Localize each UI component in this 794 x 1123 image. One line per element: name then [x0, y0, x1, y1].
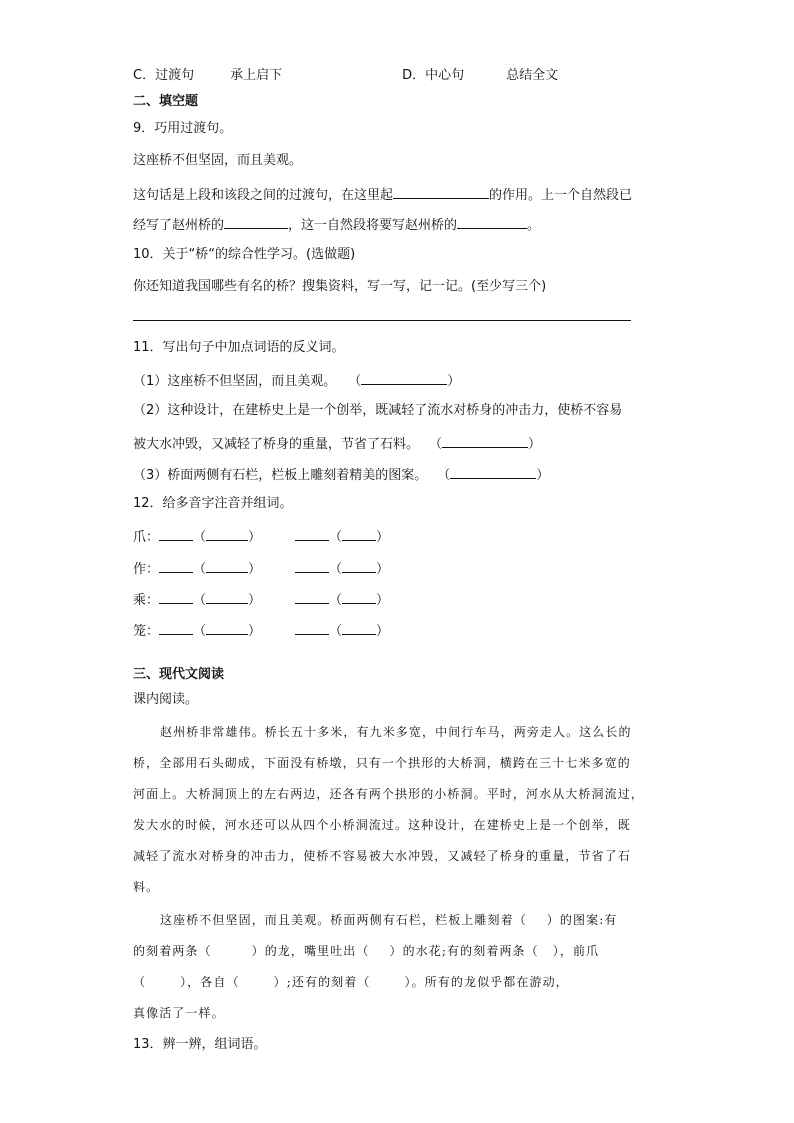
q11-title: 11．写出句子中加点词语的反义词。: [133, 340, 345, 355]
option-d-label: D．中心句: [402, 68, 465, 83]
q11-item-1: （1）这座桥不但坚固，而且美观。 （ ）: [133, 370, 460, 391]
q10-title: 10．关于“桥“的综合性学习。(选做题): [133, 247, 356, 262]
q12-row-zhua-left: 爪： （ ）: [133, 526, 261, 547]
pinyin-blank[interactable]: [295, 589, 329, 604]
passage-p2-line4: 真像活了一样。: [133, 1006, 225, 1020]
passage-p1-line3: 河面上。大桥洞顶上的左右两边，还各有两个拱形的小桥洞。平时，河水从大桥洞流过，: [133, 787, 644, 801]
q11-blank-3[interactable]: [450, 464, 536, 479]
q12-title: 12．给多音字注音并组词。: [133, 496, 293, 511]
option-c-label: C．过渡句: [133, 68, 195, 83]
word-blank[interactable]: [206, 620, 248, 635]
passage-p1-line1: 赵州桥非常雄伟。桥长五十多米，有九米多宽，中间行车马，两旁走人。这么长的: [160, 725, 632, 739]
q12-row-long-left: 笼： （ ）: [133, 620, 261, 641]
word-blank[interactable]: [342, 620, 376, 635]
word-blank[interactable]: [342, 589, 376, 604]
option-d-text: 总结全文: [506, 68, 559, 83]
q12-row-cheng-left: 乘： （ ）: [133, 589, 261, 610]
q13-title: 13．辨一辨，组词语。: [133, 1037, 267, 1052]
word-blank[interactable]: [206, 558, 248, 573]
pinyin-blank[interactable]: [159, 558, 193, 573]
q12-row-zuo-left: 作： （ ）: [133, 558, 261, 579]
passage-p2-line3: （ ），各自（ ）;还有的刻着（ ）。所有的龙似乎都在游动，: [133, 975, 569, 989]
pinyin-blank[interactable]: [295, 558, 329, 573]
q9-blank-current[interactable]: [457, 214, 527, 229]
q10-prompt: 你还知道我国哪些有名的桥？搜集资料，写一写，记一记。(至少写三个): [133, 279, 547, 294]
passage-p2-line1: 这座桥不但坚固，而且美观。桥面两侧有石栏，栏板上雕刻着（ ）的图案:有: [160, 913, 618, 927]
q9-line2: 经写了赵州桥的 ，这一自然段将要写赵州桥的 。: [133, 214, 540, 235]
reading-subheading: 课内阅读。: [133, 692, 199, 707]
q11-item-3: （3）桥面两侧有石栏，栏板上雕刻着精美的图案。 （ ）: [133, 464, 549, 485]
q9-title: 9．巧用过渡句。: [133, 121, 233, 136]
option-c-text: 承上启下: [230, 68, 283, 83]
option-row-cd: [133, 67, 558, 85]
word-blank[interactable]: [206, 589, 248, 604]
word-blank[interactable]: [342, 558, 376, 573]
pinyin-blank[interactable]: [295, 526, 329, 541]
q11-blank-1[interactable]: [361, 370, 447, 385]
section-heading-fill-blank: 二、填空题: [133, 94, 199, 109]
word-blank[interactable]: [342, 526, 376, 541]
pinyin-blank[interactable]: [159, 526, 193, 541]
q9-blank-role[interactable]: [393, 184, 489, 199]
q12-row-zhua-right: （ ）: [295, 526, 389, 547]
q10-answer-line[interactable]: [133, 320, 631, 321]
q9-line1: 这句话是上段和该段之间的过渡句，在这里起 的作用。上一个自然段已: [133, 184, 632, 205]
passage-p1-line4: 发大水的时候，河水还可以从四个小桥洞流过。这种设计，在建桥史上是一个创举，既: [133, 818, 631, 832]
pinyin-blank[interactable]: [295, 620, 329, 635]
passage-p2-line2: 的刻着两条（ ）的龙，嘴里吐出（ ）的水花;有的刻着两条（ ），前爪: [133, 944, 600, 958]
pinyin-blank[interactable]: [159, 620, 193, 635]
q12-row-zuo-right: （ ）: [295, 558, 389, 579]
passage-p1-line5: 减轻了流水对桥身的冲击力，使桥不容易被大水冲毁，又减轻了桥身的重量，节省了石: [133, 849, 631, 863]
q9-sentence: 这座桥不但坚固，而且美观。: [133, 153, 303, 168]
q12-row-long-right: （ ）: [295, 620, 389, 641]
pinyin-blank[interactable]: [159, 589, 193, 604]
passage-p1-line6: 料。: [133, 880, 160, 894]
q9-blank-previous[interactable]: [224, 214, 288, 229]
q11-item-2-line1: （2）这种设计，在建桥史上是一个创举，既减轻了流水对桥身的冲击力，使桥不容易: [133, 403, 623, 418]
passage-p1-line2: 桥，全部用石头砌成，下面没有桥墩，只有一个拱形的大桥洞，横跨在三十七米多宽的: [133, 756, 631, 770]
q12-row-cheng-right: （ ）: [295, 589, 389, 610]
word-blank[interactable]: [206, 526, 248, 541]
q11-item-2-line2: 被大水冲毁，又减轻了桥身的重量，节省了石料。 （ ）: [133, 433, 541, 454]
q11-blank-2[interactable]: [442, 433, 528, 448]
section-heading-reading: 三、现代文阅读: [133, 667, 225, 682]
